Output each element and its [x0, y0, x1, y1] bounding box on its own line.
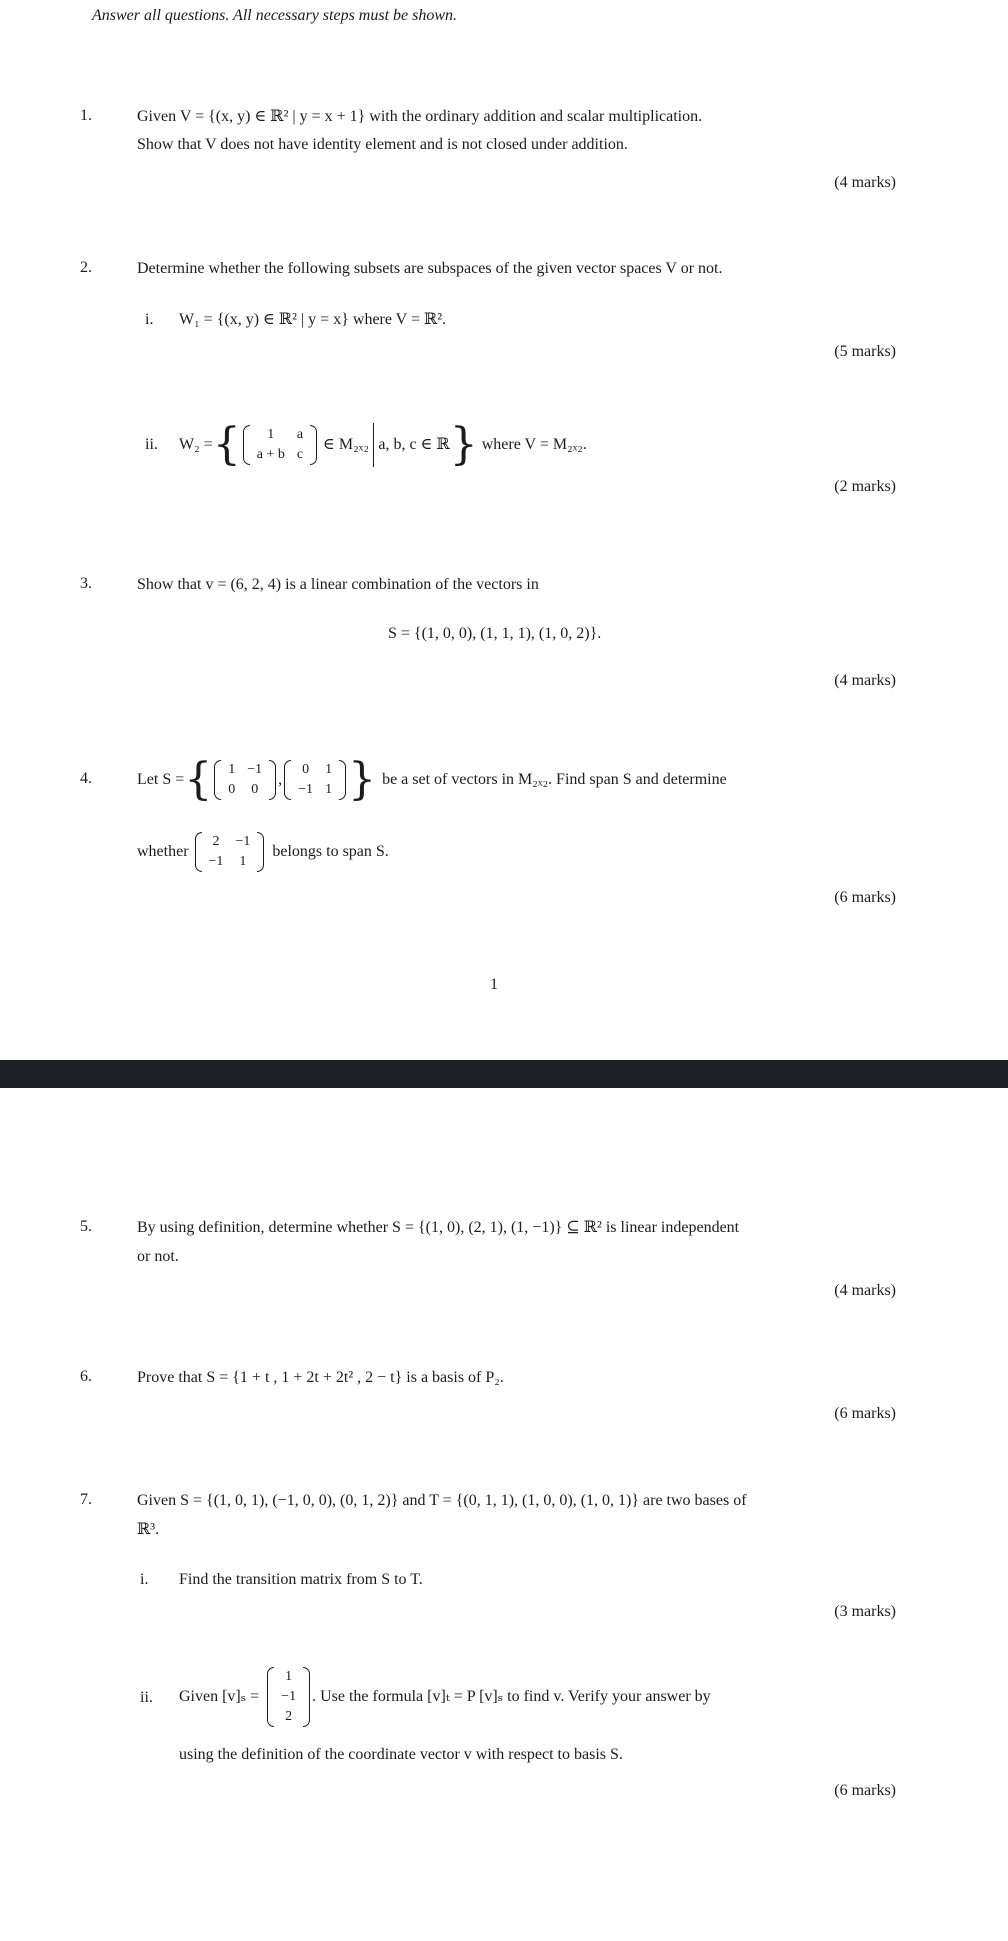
matrix-cell: 1 [267, 427, 275, 442]
question-text: By using definition, determine whether S = {(1, 0), (2, 1), (1, −1)} ⊆ ℝ² is linear independent [137, 1219, 740, 1236]
question-text: Show that v = (6, 2, 4) is a linear combination of the vectors in [137, 576, 539, 593]
matrix-cell: −1 [298, 782, 314, 797]
question-text: Show that V does not have identity element and is not closed under addition. [137, 136, 628, 153]
matrix-cell: 1 [325, 782, 333, 797]
set-definition [137, 753, 727, 807]
marks-label: (6 marks) [834, 1782, 896, 1799]
membership: ∈ M₂ₓ₂ [323, 436, 369, 453]
question-number: 5. [80, 1218, 92, 1235]
matrix-cell: 1 [228, 762, 236, 777]
marks-label: (4 marks) [834, 1282, 896, 1299]
question-text: ℝ³. [137, 1521, 160, 1538]
instructions-header: Answer all questions. All necessary steps must be shown. [92, 7, 458, 24]
matrix-cell: a + b [256, 447, 285, 462]
question-number: 7. [80, 1491, 92, 1508]
coordinate-vector [267, 1667, 310, 1727]
matrix-cell: −1 [235, 834, 251, 849]
subquestion-number: ii. [140, 1689, 153, 1706]
question-text: Given V = {(x, y) ∈ ℝ² | y = x + 1} with the ordinary addition and scalar multiplication. [137, 108, 703, 125]
matrix-w2 [243, 425, 317, 465]
subspace-definition [179, 418, 587, 472]
page-separator [0, 1060, 1008, 1088]
coordinate-vector-question [179, 1655, 711, 1739]
marks-label: (6 marks) [834, 889, 896, 906]
page-number: 1 [490, 976, 498, 993]
set-s: S = {(1, 0, 0), (1, 1, 1), (1, 0, 2)}. [388, 625, 602, 642]
right-brace: } [449, 419, 478, 470]
matrix-cell: 1 [239, 854, 247, 869]
matrix-1 [214, 760, 276, 800]
marks-label: (5 marks) [834, 343, 896, 360]
question-text: . Use the formula [v]ₜ = P [v]ₛ to find v. Verify your answer by [312, 1688, 711, 1705]
subquestion-number: i. [145, 311, 154, 328]
subquestion-number: ii. [145, 436, 158, 453]
left-brace: { [184, 754, 213, 805]
matrix-cell: −1 [208, 854, 224, 869]
question-text: whether [137, 843, 189, 860]
set-bar [373, 423, 375, 467]
question-text: or not. [137, 1248, 179, 1265]
matrix-cell: 1 [325, 762, 333, 777]
marks-label: (6 marks) [834, 1405, 896, 1422]
comma: , [278, 771, 283, 788]
matrix-cell: −1 [247, 762, 263, 777]
question-text: Given S = {(1, 0, 1), (−1, 0, 0), (0, 1, 2)} and T = {(0, 1, 1), (1, 0, 0), (1, 0, 1)} are two bases of [137, 1492, 747, 1509]
right-brace: } [348, 754, 377, 805]
vector-cell: −1 [281, 1689, 297, 1704]
marks-label: (4 marks) [834, 672, 896, 689]
question-text: be a set of vectors in M₂ₓ₂. Find span S and determine [382, 771, 727, 788]
given-text: Given [v]ₛ = [179, 1688, 260, 1705]
set-lhs: W₂ = [179, 436, 213, 453]
subquestion-text: W₁ = {(x, y) ∈ ℝ² | y = x} where V = ℝ². [179, 311, 447, 328]
left-brace: { [212, 419, 241, 470]
vector-cell: 1 [285, 1669, 293, 1684]
matrix-cell: 0 [302, 762, 310, 777]
marks-label: (4 marks) [834, 174, 896, 191]
question-number: 2. [80, 259, 92, 276]
membership-question [137, 825, 389, 879]
question-number: 3. [80, 575, 92, 592]
subquestion-text: Find the transition matrix from S to T. [179, 1571, 423, 1588]
set-lhs: Let S = [137, 771, 185, 788]
matrix-cell: 2 [212, 834, 220, 849]
question-number: 4. [80, 770, 92, 787]
marks-label: (3 marks) [834, 1603, 896, 1620]
matrix-cell: a [296, 427, 304, 442]
question-number: 6. [80, 1368, 92, 1385]
matrix-3 [195, 832, 265, 872]
question-text: belongs to span S. [272, 843, 389, 860]
where-clause: where V = M₂ₓ₂. [481, 436, 587, 453]
question-text: using the definition of the coordinate vector v with respect to basis S. [179, 1746, 623, 1763]
subquestion-number: i. [140, 1571, 149, 1588]
question-text: Prove that S = {1 + t , 1 + 2t + 2t² , 2 − t} is a basis of P₂. [137, 1369, 504, 1386]
set-condition: a, b, c ∈ ℝ [378, 436, 450, 453]
matrix-cell: 0 [251, 782, 259, 797]
matrix-cell: c [296, 447, 304, 462]
question-text: Determine whether the following subsets are subspaces of the given vector spaces V or not. [137, 260, 723, 277]
vector-cell: 2 [285, 1709, 293, 1724]
matrix-2 [284, 760, 346, 800]
matrix-cell: 0 [228, 782, 236, 797]
question-number: 1. [80, 107, 92, 124]
marks-label: (2 marks) [834, 478, 896, 495]
